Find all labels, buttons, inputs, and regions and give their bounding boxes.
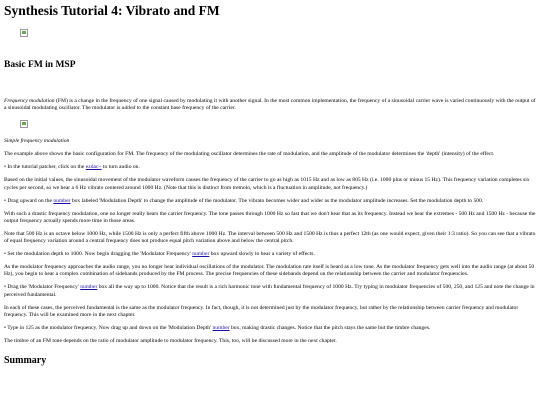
broken-image-icon (20, 29, 28, 37)
intro-text-a: (FM) is a change in the frequency of one signal caused by modulating it with another signal. In the most common implementation, the frequency of a sinusoidal carrier wave is varied continuously with the output of a sinusoidal modulating oscillator. The modulator is (4, 98, 536, 112)
added-emphasis: added (121, 105, 136, 112)
click-text-a: • In the tutorial patcher, click on the (4, 164, 86, 171)
intro-text-b: to the constant base frequency of the carrier. (135, 105, 236, 112)
page-title: Synthesis Tutorial 4: Vibrato and FM (4, 3, 220, 18)
set-text-b: box upward slowly to hear a variety of effects. (209, 251, 315, 258)
intro-paragraph (4, 98, 536, 112)
octave-paragraph: Note that 500 Hz is an octave below 1000 Hz, while 1500 Hz is only a perfect fifth above 1000 Hz. The interval between 500 Hz and 1500 Hz is thus a perfect 12th (as one would expect, given their 1:3 ratio). So you can see that a vibrato of equal frequency variation around a central frequency does not produce equal pitch variation above and below the central pitch. (4, 230, 536, 245)
drag2-text-b: box all the way up to 1000. Notice that the result is a rich harmonic tone with fundamental frequency of 1000 Hz. Try typing in modulator frequencies of 500, 250, and 125 and note the change in perceived fundamental. (4, 284, 535, 298)
click-instruction (4, 164, 536, 171)
timbre-paragraph: The timbre of an FM tone depends on the ratio of modulator amplitude to modulator frequency. This, too, will be discussed more in the next chapter. (4, 337, 337, 344)
drastic-paragraph: With such a drastic frequency modulation, one no longer really hears the carrier frequency. The tone passes through 1000 Hz so fast that we don't hear that as its frequency. Instead we hear the extremes - 500 Hz and 1500 Hz - because the output frequency actually spends more time in those areas. (4, 210, 536, 224)
ezdac-link[interactable]: ezdac~ (85, 164, 102, 171)
type-instruction (4, 325, 536, 332)
set-depth-instruction (4, 251, 536, 258)
initial-values-paragraph: Based on the initial values, the sinusoidal movement of the modulator waveform causes the frequency of the carrier to go as high as 1015 Hz and as low as 805 Hz (i.e. 1000 plus or minus 15 Hz). This frequency variation completes six cycles per second, so we hear a 6 Hz vibrato centered around 1000 Hz. (Note that this is distinct from tremolo, which is a fluctuation in amplitude, not frequency.) (4, 177, 530, 191)
summary-heading: Summary (4, 354, 47, 366)
number-link[interactable]: number (80, 284, 98, 291)
drag-frequency-instruction (4, 284, 536, 298)
drag-depth-instruction (4, 198, 536, 205)
tutorial-page (0, 3, 540, 367)
section-heading: Basic FM in MSP (4, 60, 76, 70)
drag1-text-b: box labeled 'Modulation Depth' to change the amplitude of the modulator. The vibrato becomes wider and wider as the modulator amplitude increases. Set the modulation depth to 500. (70, 197, 484, 204)
figure-caption: Simple frequency modulation (4, 138, 70, 145)
type-text-b: box, making drastic changes. Notice that the pitch stays the same but the timbre changes. (229, 324, 431, 331)
click-text-b: to turn audio on. (101, 164, 140, 171)
number-link[interactable]: number (53, 197, 71, 204)
term-frequency-modulation: Frequency modulation (4, 98, 55, 104)
type-text-a: • Type in 125 as the modulator frequency. Now drag up and down on the 'Modulation Depth' (4, 324, 213, 331)
drag2-text-a: • Drag the 'Modulator Frequency' (4, 284, 81, 291)
broken-image-icon (20, 120, 28, 128)
approach-paragraph: As the modulator frequency approaches the audio range, you no longer hear individual oscillations of the modulator. The modulation rate itself is heard as a low tone. As the modulator frequency gets well into the audio range (at about 50 Hz), you begin to hear a complex combination of sidebands produced by the FM process. The precise frequencies of these sidebands depend on the relationship between the carrier and modulator frequencies. (4, 264, 535, 278)
number-link[interactable]: number (212, 324, 230, 331)
drag1-text-a: • Drag upward on the (4, 197, 54, 204)
each-case-paragraph: In each of these cases, the perceived fundamental is the same as the modulator frequency. In fact, though, it is not determined just by the modulator frequency, but rather by the relationship between carrier frequency and modulator frequency. This will be examined more in the next chapter. (4, 304, 519, 318)
number-link[interactable]: number (192, 251, 210, 258)
set-text-a: • Set the modulation depth to 1000. Now begin dragging the 'Modulator Frequency' (4, 251, 193, 258)
example-paragraph: The example above shows the basic configuration for FM. The frequency of the modulating oscillator determines the rate of modulation, and the amplitude of the modulator determines the 'depth' (intensity) of the effect. (4, 151, 495, 158)
